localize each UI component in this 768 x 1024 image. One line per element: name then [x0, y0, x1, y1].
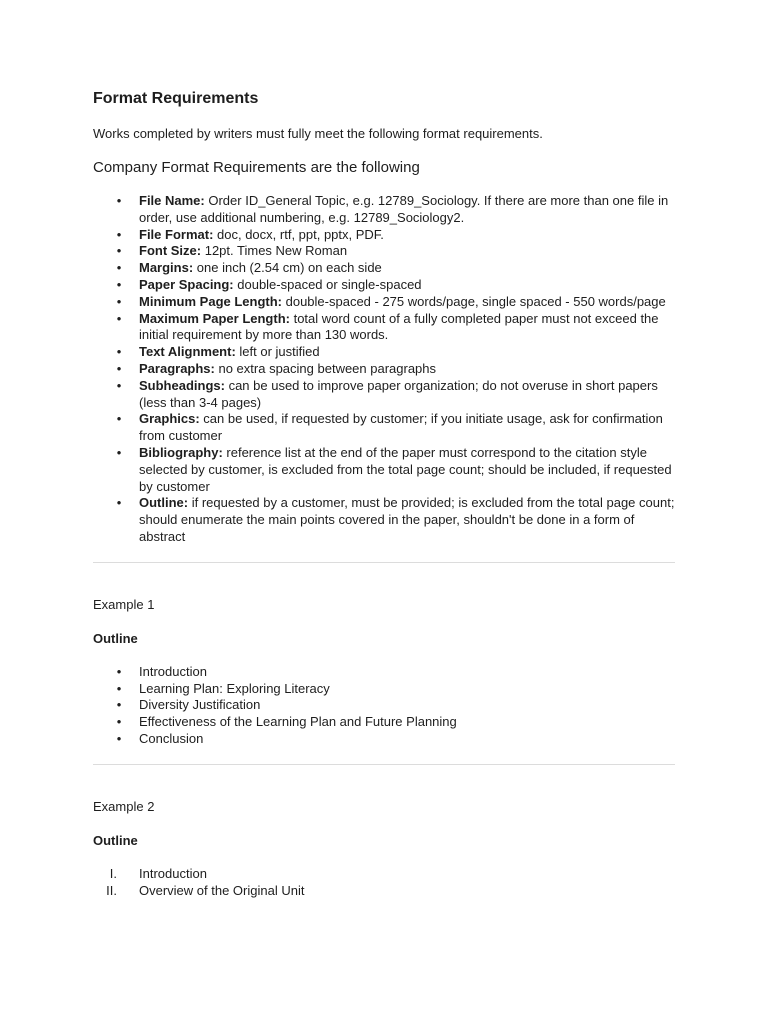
bullet-icon: • — [116, 444, 122, 460]
section-divider — [93, 562, 675, 563]
requirements-list — [93, 193, 675, 546]
list-item — [93, 883, 675, 900]
example-2-label: Example 2 — [93, 798, 155, 814]
bullet-icon: • — [116, 344, 122, 360]
requirement-label: Paragraphs: — [139, 360, 215, 376]
document-content — [93, 88, 675, 899]
requirement-text: Order ID_General Topic, e.g. 12789_Sociology. If there are more than one file in order, use additional numbering, e.g. 12789_Sociology2. — [139, 193, 669, 225]
bullet-icon: • — [116, 697, 122, 713]
list-item — [93, 445, 675, 495]
bullet-icon: • — [116, 276, 122, 292]
requirement-text: one inch (2.54 cm) on each side — [193, 260, 382, 276]
bullet-icon: • — [116, 495, 122, 511]
bullet-icon: • — [116, 293, 122, 309]
bullet-icon: • — [116, 663, 122, 679]
requirement-label: Margins: — [139, 260, 194, 276]
list-item — [93, 866, 675, 883]
roman-numeral: II. — [106, 882, 117, 898]
example-1-outline-list — [93, 664, 675, 748]
requirement-label: File Name: — [139, 193, 205, 208]
outline-item-text: Diversity Justification — [139, 697, 261, 713]
list-item — [93, 664, 675, 681]
outline-item-text: Learning Plan: Exploring Literacy — [139, 680, 330, 696]
roman-numeral: I. — [109, 865, 117, 881]
example-1-outline-heading: Outline — [93, 630, 138, 646]
list-item — [93, 227, 675, 244]
list-item — [93, 193, 675, 227]
requirement-label: Outline: — [139, 495, 189, 511]
section-divider — [93, 764, 675, 765]
example-2-outline-heading: Outline — [93, 832, 138, 848]
bullet-icon: • — [116, 411, 122, 427]
requirement-label: Subheadings: — [139, 377, 225, 393]
bullet-icon: • — [116, 226, 122, 242]
requirement-text: if requested by a customer, must be provided; is excluded from the total page count; should enumerate the main points covered in the paper, shouldn't be done in a form of abstract — [139, 495, 675, 544]
requirements-subheading: Company Format Requirements are the following — [93, 159, 420, 176]
page-title: Format Requirements — [93, 90, 259, 107]
requirement-text: double-spaced or single-spaced — [233, 276, 422, 292]
list-item — [93, 277, 675, 294]
requirement-text: double-spaced - 275 words/page, single spaced - 550 words/page — [282, 293, 666, 309]
requirement-text: reference list at the end of the paper must correspond to the citation style selected by customer, is excluded from the total page count; should be included, if requested by customer — [139, 444, 672, 494]
list-item — [93, 731, 675, 748]
list-item — [93, 294, 675, 311]
bullet-icon: • — [116, 260, 122, 276]
outline-item-text: Introduction — [139, 663, 207, 679]
requirement-label: Font Size: — [139, 243, 202, 259]
requirement-text: doc, docx, rtf, ppt, pptx, PDF. — [213, 226, 384, 242]
requirement-text: left or justified — [235, 344, 320, 360]
bullet-icon: • — [116, 377, 122, 393]
example-1-label: Example 1 — [93, 596, 155, 612]
requirement-label: Graphics: — [139, 411, 200, 427]
outline-item-text: Introduction — [139, 865, 207, 881]
bullet-icon: • — [116, 730, 122, 746]
intro-paragraph: Works completed by writers must fully meet the following format requirements. — [93, 126, 543, 141]
requirement-label: Paper Spacing: — [139, 276, 234, 292]
list-item — [93, 681, 675, 698]
bullet-icon: • — [116, 360, 122, 376]
list-item — [93, 697, 675, 714]
list-item — [93, 344, 675, 361]
requirement-text: total word count of a fully completed paper must not exceed the initial requirement by more than 130 words. — [139, 310, 659, 343]
outline-item-text: Overview of the Original Unit — [139, 882, 305, 898]
example-2-outline-list — [93, 866, 675, 900]
requirement-text: 12pt. Times New Roman — [201, 243, 348, 259]
list-item — [93, 495, 675, 545]
list-item — [93, 361, 675, 378]
outline-item-text: Conclusion — [139, 730, 204, 746]
bullet-icon: • — [116, 680, 122, 696]
requirement-label: Maximum Paper Length: — [139, 310, 290, 326]
outline-item-text: Effectiveness of the Learning Plan and Future Planning — [139, 714, 457, 730]
bullet-icon: • — [116, 193, 122, 208]
list-item — [93, 260, 675, 277]
list-item — [93, 411, 675, 445]
requirement-label: Minimum Page Length: — [139, 293, 282, 309]
list-item — [93, 378, 675, 412]
requirement-label: File Format: — [139, 226, 214, 242]
list-item — [93, 311, 675, 345]
requirement-text: no extra spacing between paragraphs — [214, 360, 437, 376]
bullet-icon: • — [116, 310, 122, 326]
bullet-icon: • — [116, 243, 122, 259]
requirement-text: can be used, if requested by customer; if you initiate usage, ask for confirmation from customer — [139, 411, 663, 444]
requirement-text: can be used to improve paper organization; do not overuse in short papers (less than 3-4 pages) — [139, 377, 658, 410]
list-item — [93, 714, 675, 731]
requirement-label: Bibliography: — [139, 444, 223, 460]
requirement-label: Text Alignment: — [139, 344, 236, 360]
bullet-icon: • — [116, 714, 122, 730]
list-item — [93, 243, 675, 260]
